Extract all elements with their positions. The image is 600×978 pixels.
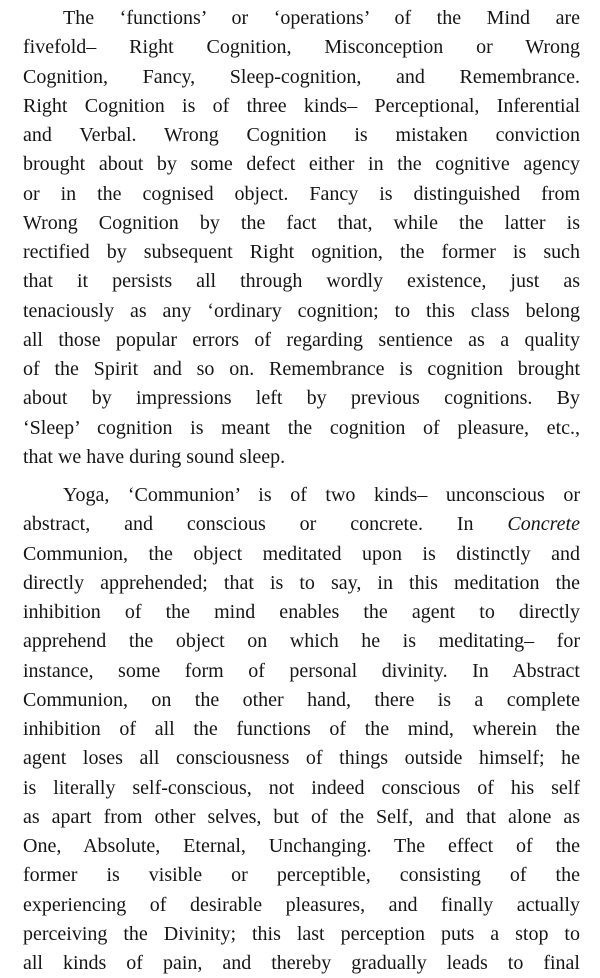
text-segment: abstract, and conscious or concrete. In <box>23 513 508 536</box>
text-line: is literally self-conscious, not indeed conscious of his self <box>23 776 580 799</box>
text-line: Communion, on the other hand, there is a complete <box>23 688 580 711</box>
text-line: as apart from other selves, but of the Self, and that alone as <box>23 805 580 828</box>
text-line: The ‘functions’ or ‘operations’ of the Mind are <box>63 7 580 29</box>
text-line: perceiving the Divinity; this last perception puts a stop to <box>23 922 580 945</box>
text-line <box>23 510 580 539</box>
text-line: former is visible or perceptible, consisting of the <box>23 864 580 887</box>
text-line: fivefold– Right Cognition, Misconception or Wrong <box>23 36 580 59</box>
text-line: apprehend the object on which he is meditating– for <box>23 630 580 653</box>
text-line: experiencing of desirable pleasures, and finally actually <box>23 893 580 916</box>
text-line: Cognition, Fancy, Sleep-cognition, and Remembrance. <box>23 65 580 88</box>
text-line: that we have during sound sleep. <box>23 445 286 468</box>
text-line: Yoga, ‘Communion’ is of two kinds– unconscious or <box>63 484 580 506</box>
text-line: and Verbal. Wrong Cognition is mistaken conviction <box>23 124 580 146</box>
text-line: all kinds of pain, and thereby gradually leads to final <box>23 952 580 974</box>
text-line: all those popular errors of regarding sentience as a quality <box>23 328 580 351</box>
italic-term: Concrete <box>507 513 580 536</box>
text-line: inhibition of all the functions of the mind, wherein the <box>23 718 580 740</box>
text-line: about by impressions left by previous cognitions. By <box>23 387 580 410</box>
paragraph-functions-of-mind <box>23 4 580 472</box>
text-line: rectified by subsequent Right ognition, the former is such <box>23 241 580 263</box>
text-line: inhibition of the mind enables the agent to directly <box>23 601 580 623</box>
text-line: ‘Sleep’ cognition is meant the cognition of pleasure, etc., <box>23 416 580 439</box>
text-line: Communion, the object meditated upon is distinctly and <box>23 542 580 565</box>
text-line: Wrong Cognition by the fact that, while the latter is <box>23 211 580 234</box>
text-line: agent loses all consciousness of things outside himself; he <box>23 747 580 770</box>
text-line: brought about by some defect either in the cognitive agency <box>23 153 580 176</box>
paragraph-yoga-communion <box>23 481 580 978</box>
text-line: of the Spirit and so on. Remembrance is cognition brought <box>23 358 580 380</box>
text-line: directly apprehended; that is to say, in this meditation the <box>23 571 580 594</box>
text-line: instance, some form of personal divinity. In Abstract <box>23 659 580 682</box>
text-line: Right Cognition is of three kinds– Perceptional, Inferential <box>23 94 580 117</box>
text-line: that it persists all through wordly existence, just as <box>23 270 580 293</box>
text-line: One, Absolute, Eternal, Unchanging. The effect of the <box>23 835 580 857</box>
text-line: tenaciously as any ‘ordinary cognition; to this class belong <box>23 299 580 322</box>
text-line: or in the cognised object. Fancy is distinguished from <box>23 182 580 205</box>
